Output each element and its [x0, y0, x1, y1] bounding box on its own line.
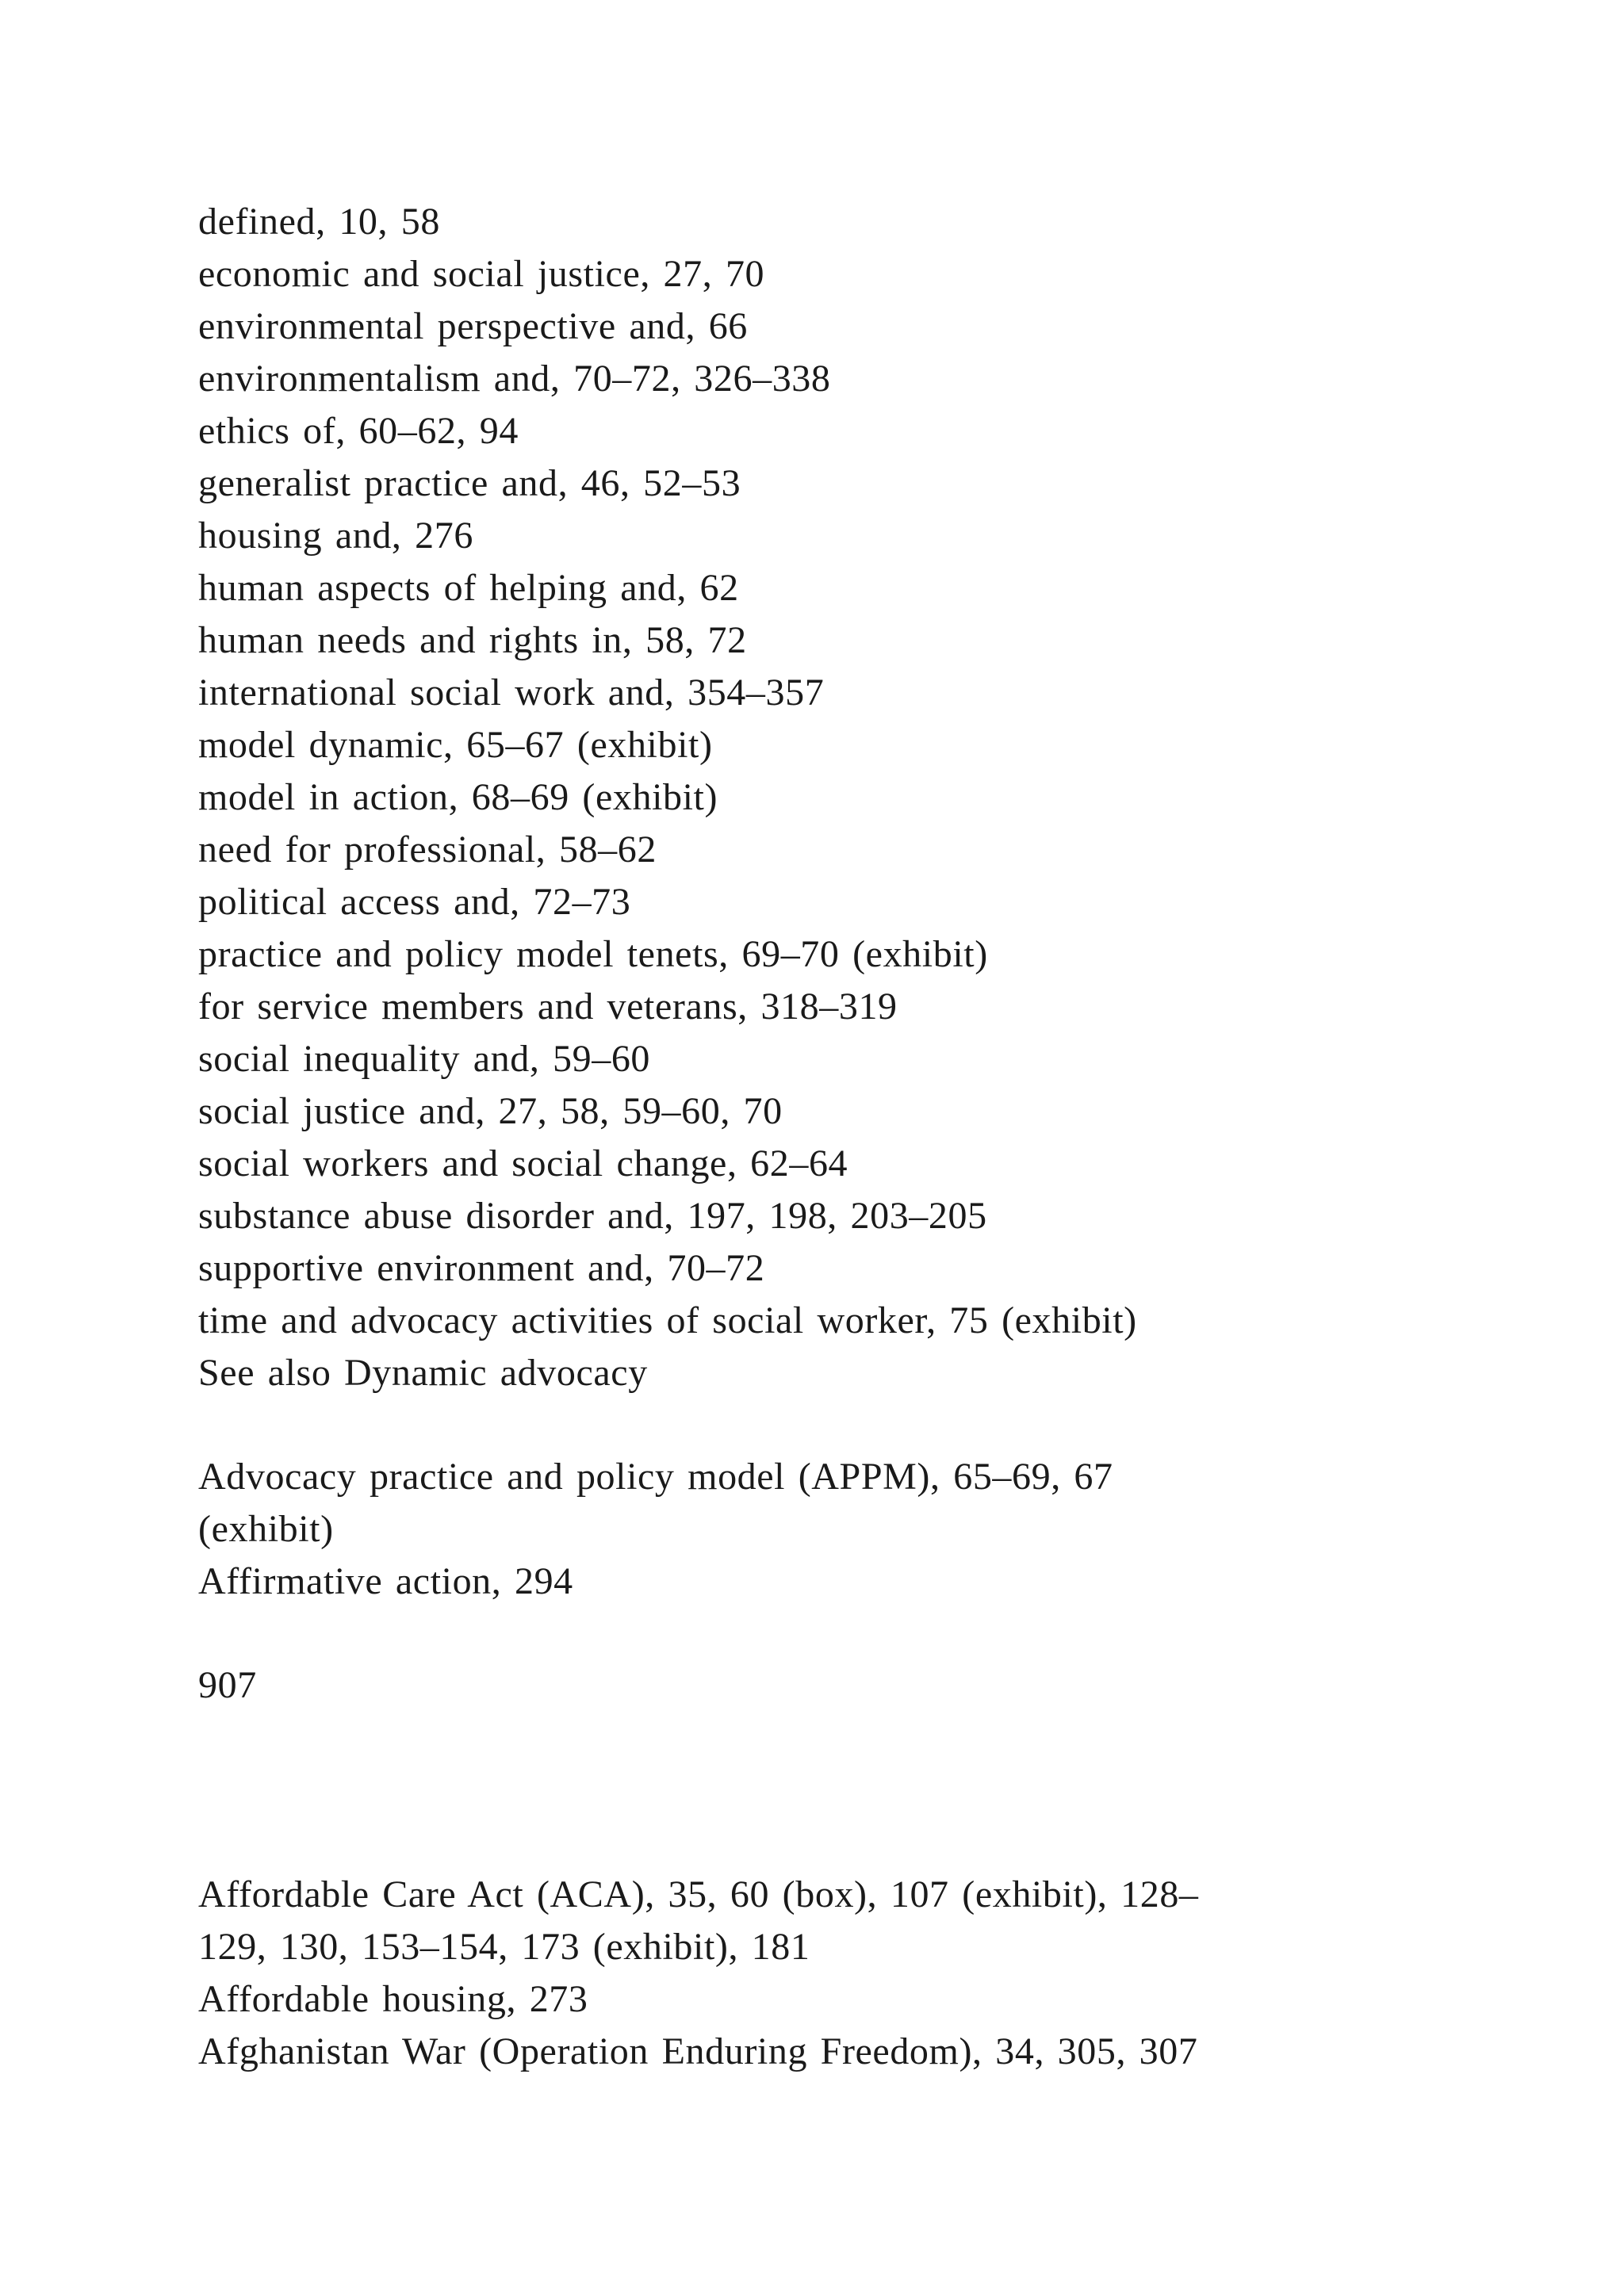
index-subentry: need for professional, 58–62: [198, 828, 657, 871]
index-subentry: social justice and, 27, 58, 59–60, 70: [198, 1090, 783, 1132]
index-entry-affirmative-action: Affirmative action, 294: [198, 1560, 573, 1602]
index-subentry: for service members and veterans, 318–319: [198, 985, 898, 1027]
index-subentry: model in action, 68–69 (exhibit): [198, 776, 718, 818]
index-entry-appm: Advocacy practice and policy model (APPM), 65–69, 67: [198, 1456, 1113, 1498]
index-subentry: generalist practice and, 46, 52–53: [198, 462, 741, 504]
index-entry-aca: Affordable Care Act (ACA), 35, 60 (box), 107 (exhibit), 128–: [198, 1873, 1199, 1915]
index-subentry: time and advocacy activities of social worker, 75 (exhibit): [198, 1299, 1137, 1341]
index-entry-affordable-housing: Affordable housing, 273: [198, 1978, 588, 2020]
index-subentry: practice and policy model tenets, 69–70 (exhibit): [198, 933, 988, 975]
index-subentry: environmentalism and, 70–72, 326–338: [198, 358, 831, 400]
page-number: 907: [198, 1664, 257, 1706]
index-subentry: substance abuse disorder and, 197, 198, 203–205: [198, 1195, 987, 1237]
index-subentry: social workers and social change, 62–64: [198, 1142, 848, 1184]
index-subentry: political access and, 72–73: [198, 881, 631, 923]
index-entry-aca-continuation: 129, 130, 153–154, 173 (exhibit), 181: [198, 1926, 810, 1968]
index-subentry: supportive environment and, 70–72: [198, 1247, 765, 1289]
index-subentry: environmental perspective and, 66: [198, 305, 748, 347]
see-also-reference: See also Dynamic advocacy: [198, 1352, 648, 1394]
index-entry-afghanistan-war: Afghanistan War (Operation Enduring Freedom), 34, 305, 307: [198, 2030, 1198, 2072]
index-subentry: housing and, 276: [198, 515, 473, 557]
index-subentry: ethics of, 60–62, 94: [198, 410, 519, 452]
index-subentry: model dynamic, 65–67 (exhibit): [198, 724, 713, 766]
index-entry-appm-continuation: (exhibit): [198, 1508, 334, 1550]
index-subentry: social inequality and, 59–60: [198, 1038, 651, 1080]
index-subentry: human needs and rights in, 58, 72: [198, 619, 747, 661]
index-subentry: international social work and, 354–357: [198, 672, 825, 714]
index-subentry: economic and social justice, 27, 70: [198, 253, 765, 295]
index-subentry: defined, 10, 58: [198, 201, 440, 243]
index-subentry: human aspects of helping and, 62: [198, 567, 739, 609]
